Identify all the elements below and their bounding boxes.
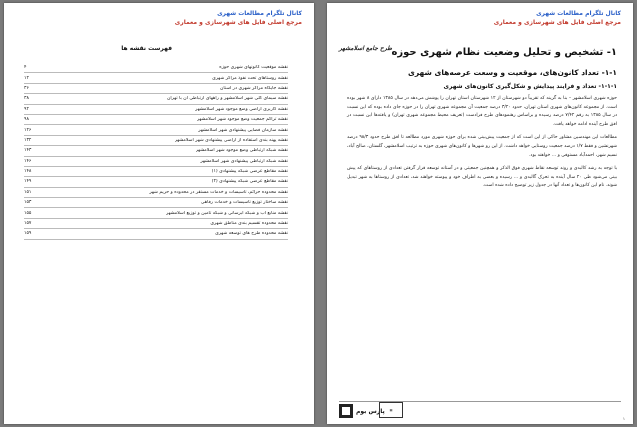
toc-page-number: ۱۳۲ — [24, 137, 32, 143]
toc-entry-text: نقشه کاربری اراضی وضع موجود شهر اسلامشهر — [195, 106, 288, 112]
channel-banner-right — [494, 9, 621, 27]
toc-page-number: ۹۸ — [24, 117, 29, 123]
toc-entry-text: نقشه مقاطع عرضی شبکه پیشنهادی (۲) — [211, 179, 288, 185]
toc-row — [24, 177, 288, 187]
toc-title: فهرست نقشه ها — [121, 45, 172, 52]
toc-entry-text: نقشه روستاهای تحت نفوذ مراکز شهری — [212, 75, 288, 81]
toc-entry-text: نقشه جایگاه مراکز شهری در استان — [220, 85, 288, 91]
toc-row — [24, 115, 288, 125]
toc-page-number: ۱۵۷ — [24, 221, 32, 227]
banner-line-1-right: کانال تلگرام مطالعات شهری — [536, 10, 621, 17]
toc-page-number: ۴ — [24, 65, 27, 71]
signature: طرح جامع اسلامشهر — [339, 45, 392, 52]
publisher-logo — [339, 404, 385, 418]
toc-entry-text: نقشه منابع آب و شبکه آبرسانی و شبکه تامین و توزیع اسلامشهر — [165, 210, 288, 216]
toc-page-number: ۱۵۱ — [24, 189, 32, 195]
toc-entry-text: نقشه مقاطع عرضی شبکه پیشنهادی (۱) — [211, 169, 288, 175]
channel-banner — [175, 9, 302, 27]
toc-page-number: ۱۵۹ — [24, 231, 32, 237]
toc-row — [24, 94, 288, 104]
toc-table — [24, 63, 288, 240]
paragraph-2: مطالعات این مهندسین مشاور حاکی از این است که از جمعیت پیش‌بینی شده برای حوزه شهری مورد مطالعه تا افق طرح حدود ۹۸/۳ درصد شهرنشین و فقط ۱/۷ درصد جمعیت روستایی خواهد داشت. از این رو شهرها و کانون‌های شهری حوزه به ترتیب اسلامشهر، گلستان، صالح آباد، نسیم شهر، احمدآباد مستوفی و ... خواهند بود. — [347, 135, 618, 158]
toc-entry-text: نقشه شبکه ارتباطی پیشنهادی شهر اسلامشهر — [200, 158, 288, 164]
banner-line-2-right: مرجع اصلی فایل های شهرسازی و معماری — [493, 19, 621, 26]
toc-entry-text: نقشه پهنه بندی استفاده از اراضی پیشنهادی شهر اسلامشهر — [174, 137, 288, 143]
toc-page-number: ۱۴۳ — [24, 148, 32, 154]
publisher-name: پارس بوم — [356, 407, 385, 415]
paragraph-1: حوزه شهری اسلامشهر – بنا به گزینه که تقریباً دو شهرستان از ۱۲ شهرستان استان تهران را پوشش می‌دهد در سال ۱۳۸۵ دارای ۸ شهر بوده است. از مجموعه کانون‌های شهری استان تهران، حدود ۳/۲۰ درصد جمعیت آن مجموعه شهری تهران را در حوزه جای داده بوده که این نسبت در سال ۱۳۸۵ به رقم ۷/۴۲ درصد رسیده و براساس رهنمودهای طرح فرادست (تعریف محیط مجموعه شهری تهران) و یافته‌ها این نسبت در افق طرح آینده ادامه خواهد یافت. — [347, 96, 618, 127]
page-right — [327, 3, 633, 424]
toc-row — [24, 157, 288, 167]
toc-row — [24, 167, 288, 177]
chapter-heading: ۱- تشخیص و تحلیل وضعیت نظام شهری حوزه — [391, 47, 617, 58]
toc-page-number: ۱۵۵ — [24, 210, 32, 216]
toc-row — [24, 125, 288, 135]
toc-entry-text: نقشه ساختار توزیع تاسیسات و خدمات رفاهی — [200, 200, 288, 206]
toc-page-number: ۱۴۸ — [24, 169, 32, 175]
toc-page-number: ۱۲۶ — [24, 127, 32, 133]
logo-mark-icon — [339, 404, 353, 418]
toc-row — [24, 229, 288, 239]
paragraph-3: با توجه به رشد کالبدی و روند توسعه نقاط شهری فوق الذکر و همچنین جمعیتی و در آستانه توسعه قرار گرفتن تعدادی از روستاهای که پیش بینی می‌شود طی ۲۰ سال آینده به تحرک گالبدی و ... رسیده و بعضی به اطراف خود و پیوسته خواهند شد، تعدادی از روستاها به شهر تبدیل شوند. نام این کانون‌ها و تعداد آنها در جدول زیر توضیح داده شده است. — [347, 166, 617, 189]
toc-entry-text: نقشه محدوده تقسیم بندی مناطق شهری — [210, 221, 288, 227]
section-heading: ۱-۱- تعداد کانون‌های، موقعیت و وسعت عرصه‌های شهری — [407, 68, 617, 77]
toc-entry-text: نقشه موقعیت کانونهای شهری حوزه — [219, 65, 288, 71]
toc-page-number: ۱۲ — [24, 75, 29, 81]
toc-row — [24, 146, 288, 156]
subsection-heading: ۱-۱-۱- تعداد و فرایند پیدایش و شکل‌گیری کانون‌های شهری — [443, 83, 617, 90]
toc-row — [24, 208, 288, 218]
banner-line-2: مرجع اصلی فایل های شهرسازی و معماری — [174, 19, 302, 26]
toc-row — [24, 136, 288, 146]
toc-entry-text: نقشه محدوده طرح های توسعه شهری — [215, 231, 288, 237]
toc-page-number: ۱۴۶ — [24, 158, 32, 164]
toc-row — [24, 73, 288, 83]
toc-entry-text: نقشه محدوده حرائم، تاسیسات و خدمات مستقر در محدوده و حریم شهر — [149, 189, 288, 195]
toc-entry-text: نقشه سیمای کلی شهر اسلامشهر و راههای ارتباطی آن با تهران — [167, 96, 288, 102]
toc-page-number: ۳۶ — [24, 85, 29, 91]
banner-line-1: کانال تلگرام مطالعات شهری — [217, 10, 302, 17]
toc-row — [24, 219, 288, 229]
toc-row — [24, 198, 288, 208]
toc-page-number: ۹۲ — [24, 106, 29, 112]
toc-row — [24, 84, 288, 94]
toc-entry-text: نقشه شبکه ارتباطی وضع موجود شهر اسلامشهر — [195, 148, 288, 154]
emblem-icon: ▦ — [379, 402, 403, 418]
toc-page-number: ۱۴۹ — [24, 179, 32, 185]
body-text — [347, 95, 617, 196]
page-number: ۱ — [622, 416, 625, 421]
toc-row — [24, 105, 288, 115]
toc-page-number: ۳۸ — [24, 96, 29, 102]
toc-entry-text: نقشه سازمان فضایی پیشنهادی شهر اسلامشهر — [198, 127, 288, 133]
toc-row — [24, 188, 288, 198]
toc-page-number: ۱۵۳ — [24, 200, 32, 206]
page-left — [4, 3, 314, 424]
toc-row — [24, 63, 288, 73]
toc-entry-text: نقشه تراکم جمعیت وضع موجود شهر اسلامشهر — [196, 117, 288, 123]
